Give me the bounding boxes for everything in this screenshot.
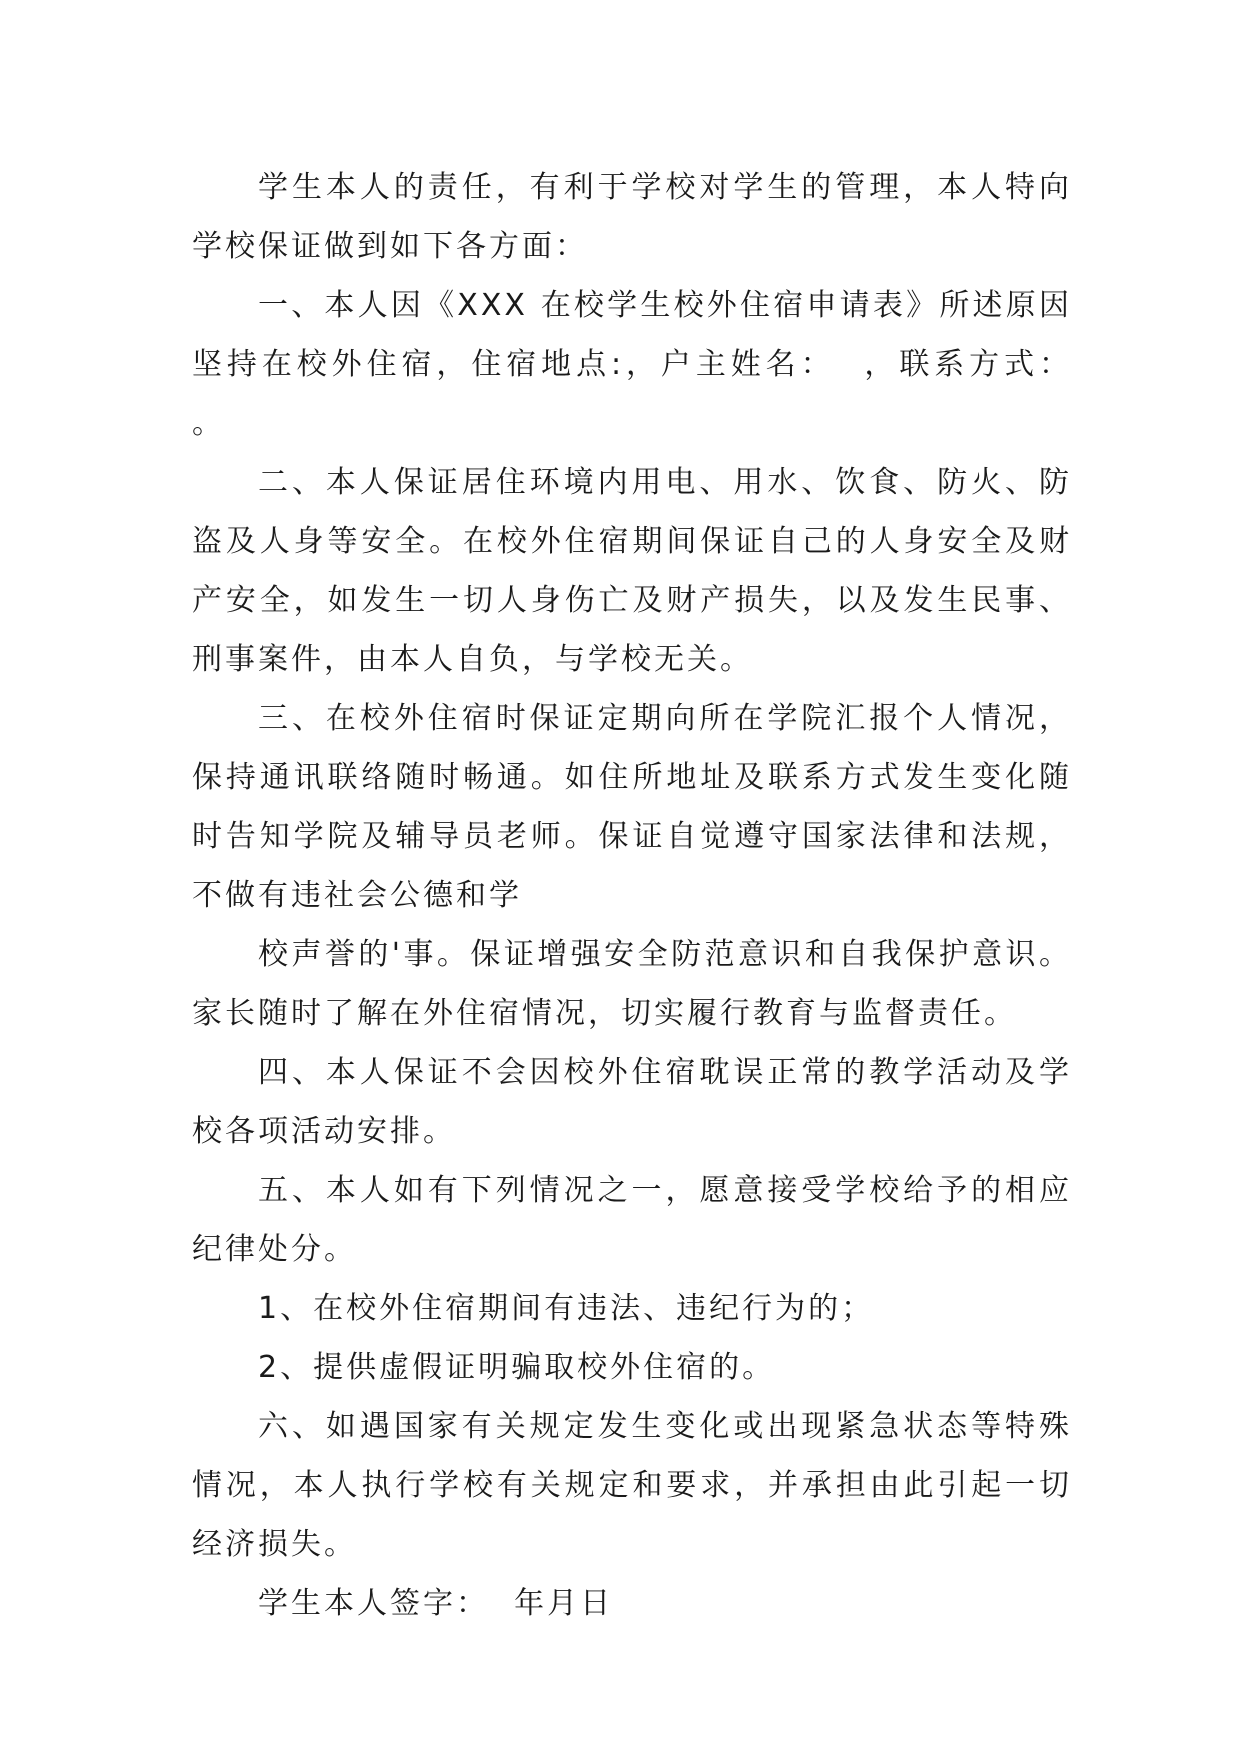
paragraph-item-4: 四、本人保证不会因校外住宿耽误正常的教学活动及学校各项活动安排。 [192, 1055, 1072, 1149]
paragraph-item-3: 三、在校外住宿时保证定期向所在学院汇报个人情况，保持通讯联络随时畅通。如住所地址及联系方式发生变化随时告知学院及辅导员老师。保证自觉遵守国家法律和法规，不做有违社会公德和学 [192, 701, 1072, 913]
paragraph-item-1: 一、本人因《XXX 在校学生校外住宿申请表》所述原因坚持在校外住宿，住宿地点:，户主姓名： ，联系方式： 。 [192, 288, 1098, 441]
paragraph-item-3-continued: 校声誉的'事。保证增强安全防范意识和自我保护意识。家长随时了解在外住宿情况，切实履行教育与监督责任。 [192, 937, 1072, 1031]
paragraph-responsibility: 学生本人的责任，有利于学校对学生的管理，本人特向学校保证做到如下各方面： [192, 170, 1072, 264]
paragraph-item-5-case-1: 1、在校外住宿期间有违法、违纪行为的； [258, 1291, 875, 1326]
signature-line: 学生本人签字： 年月日 [258, 1586, 614, 1621]
paragraph-item-6: 六、如遇国家有关规定发生变化或出现紧急状态等特殊情况，本人执行学校有关规定和要求，并承担由此引起一切经济损失。 [192, 1409, 1072, 1562]
paragraph-item-5-case-2: 2、提供虚假证明骗取校外住宿的。 [258, 1350, 776, 1385]
paragraph-item-2: 二、本人保证居住环境内用电、用水、饮食、防火、防盗及人身等安全。在校外住宿期间保证自己的人身安全及财产安全，如发生一切人身伤亡及财产损失，以及发生民事、刑事案件，由本人自负，与学校无关。 [192, 465, 1072, 677]
paragraph-item-5: 五、本人如有下列情况之一，愿意接受学校给予的相应纪律处分。 [192, 1173, 1072, 1267]
document-body [192, 158, 1098, 1633]
